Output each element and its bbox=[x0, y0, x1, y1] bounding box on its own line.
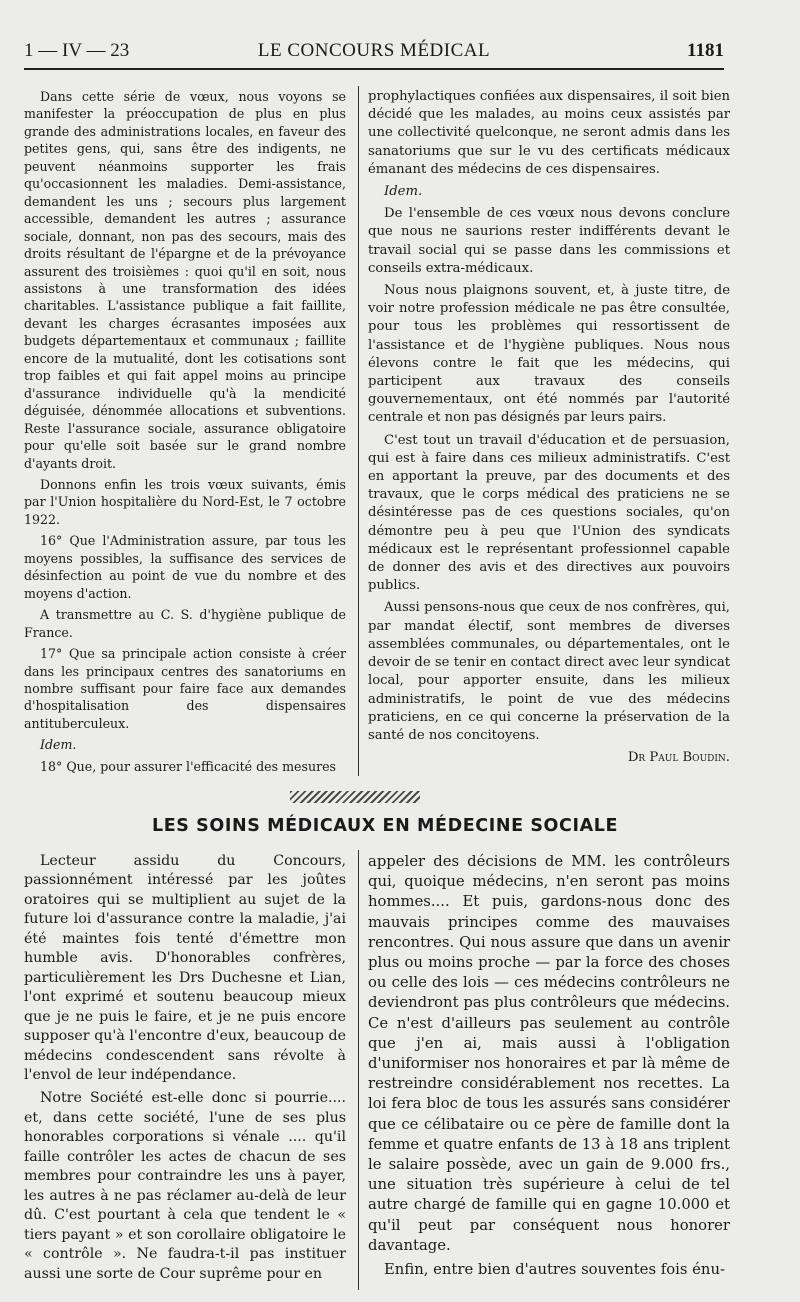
paragraph: Aussi pensons-nous que ceux de nos confrères, qui, par mandat électif, sont membres de diverses assemblées communales, ou départementales, ont le devoir de se tenir en contact direct avec leur syndicat local, pour apporter ensuite, dans les milieux administratifs, le point de vue des médecins praticiens, en ce qui concerne la préservation de la santé de nos concitoyens. bbox=[368, 600, 730, 743]
paragraph: Donnons enfin les trois vœux suivants, émis par l'Union hospitalière du Nord-Est, le 7 octobre 1922. bbox=[24, 476, 346, 527]
column-divider bbox=[358, 86, 359, 776]
paragraph: Enfin, entre bien d'autres souventes fois énu- bbox=[384, 1261, 725, 1279]
paragraph: Lecteur assidu du Concours, passionnément intéressé par les joûtes oratoires qui se multiplient au sujet de la future loi d'assurance contre la maladie, j'ai été maintes fois tenté d'émettre mon humble avis. D'honorables confrères, particulièrement les Drs Duchesne et Lian, l'ont exprimé et soutenu beaucoup mieux que je ne puis le faire, et je ne puis encore supposer qu'à l'encontre d'eux, beaucoup de médecins condescendent sans révolte à l'envol de leur indépendance. bbox=[24, 853, 346, 1083]
top-right-column bbox=[368, 88, 730, 771]
bottom-right-column bbox=[368, 852, 730, 1284]
page-number: 1181 bbox=[687, 40, 724, 61]
top-left-column bbox=[24, 88, 346, 779]
resolution-16: 16° Que l'Administration assure, par tous les moyens possibles, la suffisance des services de désinfection au point de vue du nombre et des moyens d'action. bbox=[24, 533, 346, 601]
paragraph: Nous nous plaignons souvent, et, à juste titre, de voir notre profession médicale ne pas être consultée, pour tous les problèmes qui ressortissent de l'assistance et de l'hygiène publiques. Nous nous élevons contre le fait que les médecins, qui participent aux travaux des conseils gouvernementaux, ont été nommés par l'autorité centrale et non pas désignés par leurs pairs. bbox=[368, 283, 730, 426]
section-title: LES SOINS MÉDICAUX EN MÉDECINE SOCIALE bbox=[151, 816, 619, 836]
paragraph: prophylactiques confiées aux dispensaires, il soit bien décidé que les malades, au moins ceux assistés par une collectivité quelconque, ne seront admis dans les sanatoriums que sur le vu des certificats médicaux émanant des médecins de ces dispensaires. bbox=[368, 89, 730, 177]
idem-note: Idem. bbox=[40, 737, 77, 753]
column-divider bbox=[358, 850, 359, 1290]
resolution-18: 18° Que, pour assurer l'efficacité des mesures bbox=[40, 758, 337, 774]
resolution-17: 17° Que sa principale action consiste à créer dans les principaux centres des sanatoriums en nombre suffisant pour faire face aux demandes d'hospitalisation des dispensaires antituberculeux. bbox=[24, 646, 346, 731]
paragraph: C'est tout un travail d'éducation et de persuasion, qui est à faire dans ces milieux administratifs. C'est en apportant la preuve, par des documents et des travaux, que le corps médical des praticiens ne se désintéresse pas de ces questions sociales, qu'on démontre peu à peu que l'Union des syndicats médicaux est le représentant professionnel capable de donner des avis et des directives aux pouvoirs publics. bbox=[368, 432, 730, 594]
journal-title: LE CONCOURS MÉDICAL bbox=[257, 40, 491, 61]
idem-note: Idem. bbox=[384, 184, 423, 200]
author-signature: Dr Paul Boudin. bbox=[627, 750, 730, 766]
paragraph: Notre Société est-elle donc si pourrie.... et, dans cette société, l'une de ses plus honorables corporations si vénale .... qu'il faille contrôler les actes de chacun de ses membres pour contraindre les uns à payer, les autres à ne pas réclamer au-delà de leur dû. C'est pourtant à cela que tendent le « tiers payant » et son corollaire obligatoire le « contrôle ». Ne faudra-t-il pas instituer aussi une sorte de Cour suprême pour en bbox=[24, 1090, 346, 1282]
paragraph: De l'ensemble de ces vœux nous devons conclure que nous ne saurions rester indifférents devant le travail social qui se passe dans les commissions et conseils extra-médicaux. bbox=[368, 206, 730, 276]
paragraph: appeler des décisions de MM. les contrôleurs qui, quoique médecins, n'en seront pas moins hommes.... Et puis, gardons-nous donc des mauvais principes comme des mauvaises rencontres. Qui nous assure que dans un avenir plus ou moins proche — par la force des choses ou celle des lois — ces médecins contrôleurs ne deviendront pas plus contrôleurs que médecins. Ce n'est d'ailleurs pas seulement au contrôle que j'en ai, mais aussi à l'obligation d'uniformiser nos honoraires et par là même de restreindre considérablement nos recettes. La loi fera bloc de tous les assurés sans considérer que ce célibataire ou ce père de famille dont la femme et quatre enfants de 13 à 18 ans triplent le salaire possède, avec un gain de 9.000 frs., une situation très supérieure à celui de tel autre chargé de famille qui en gagne 10.000 et qu'il peut par conséquent nous honorer davantage. bbox=[368, 853, 730, 1254]
paragraph: Dans cette série de vœux, nous voyons se manifester la préoccupation de plus en plus grande des administrations locales, en faveur des petites gens, qui, sans être des indigents, ne peuvent néanmoins supporter les frais qu'occasionnent les maladies. Demi-assistance, demandent les uns ; secours plus largement accessible, demandent les autres ; assurance sociale, donnant, non pas des secours, mais des droits résultant de l'épargne et de la prévoyance assurent des troisièmes : quoi qu'il en soit, nous assistons à une transformation des idées charitables. L'assistance publique a fait faillite, devant les charges écrasantes imposées aux budgets départementaux et communaux ; faillite encore de la mutualité, dont les cotisations sont trop faibles et qui fait appel moins au principe d'assurance individuelle qu'à la mendicité déguisée, dénommée allocations et subventions. Reste l'assurance sociale, assurance obligatoire pour qu'elle soit basée sur le grand nombre d'ayants droit. bbox=[24, 89, 346, 471]
paragraph: A transmettre au C. S. d'hygiène publique de France. bbox=[24, 607, 346, 640]
header-rule bbox=[24, 68, 724, 70]
bottom-left-column bbox=[24, 852, 346, 1288]
section-ornament bbox=[290, 791, 420, 803]
page-header bbox=[24, 40, 724, 66]
issue-date: 1 — IV — 23 bbox=[24, 40, 130, 61]
